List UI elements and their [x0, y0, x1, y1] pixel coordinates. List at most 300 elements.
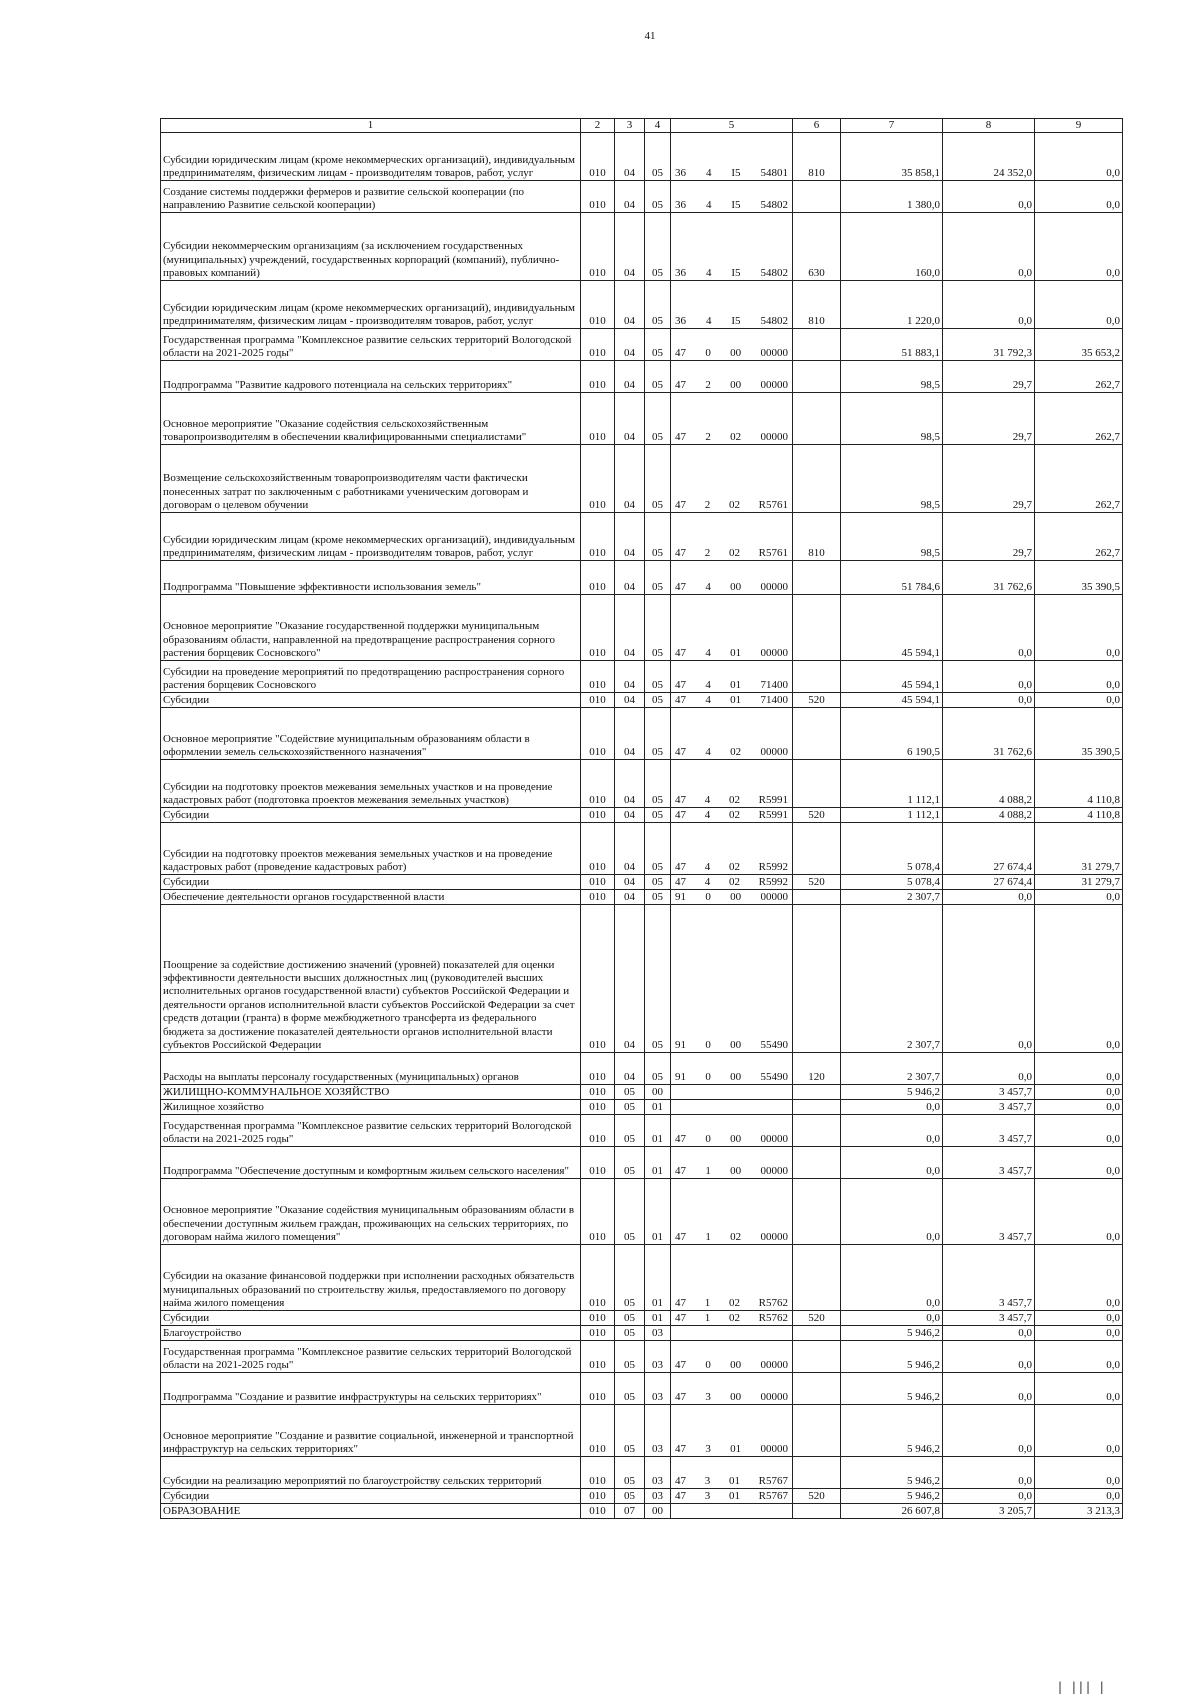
target-article-part: 36: [675, 167, 686, 179]
section-code-cell: 04: [615, 445, 645, 513]
expense-type-cell: [793, 890, 841, 905]
table-row: [161, 905, 1123, 1053]
ministry-code-cell: 010: [581, 595, 615, 661]
expense-type-cell: [793, 708, 841, 760]
section-code-cell: 04: [615, 661, 645, 693]
amount-col9-cell: 0,0: [1035, 1326, 1123, 1341]
target-article-cell: [671, 875, 793, 890]
row-name-cell: Основное мероприятие "Оказание государственной поддержки муниципальным образованиям области, направленной на предотвращение распространения сорного растения борщевик Сосновского": [161, 595, 581, 661]
target-article-cell: [671, 1405, 793, 1457]
amount-col7-cell: 0,0: [841, 1115, 943, 1147]
subsection-code-cell: 01: [645, 1311, 671, 1326]
section-code-cell: 05: [615, 1489, 645, 1504]
section-code-cell: 07: [615, 1504, 645, 1519]
target-article-part: 00000: [760, 1165, 788, 1177]
expense-type-cell: [793, 1115, 841, 1147]
ministry-code-cell: 010: [581, 1053, 615, 1085]
amount-col8-cell: 29,7: [943, 445, 1035, 513]
table-row: [161, 823, 1123, 875]
target-article-part: 1: [704, 1312, 711, 1324]
subsection-code-cell: 05: [645, 561, 671, 595]
target-article-part: 4: [705, 581, 711, 593]
target-article-part: 47: [675, 1475, 686, 1487]
target-article-part: 54801: [760, 167, 788, 179]
subsection-code-cell: 01: [645, 1100, 671, 1115]
scan-marks: | ||| |: [1058, 1680, 1107, 1694]
ministry-code-cell: 010: [581, 1179, 615, 1245]
target-article-part: 00000: [760, 1443, 788, 1455]
expense-type-cell: [793, 1341, 841, 1373]
target-article-part: 47: [675, 746, 686, 758]
row-name-cell: Субсидии на оказание финансовой поддержки при исполнении расходных обязательств муниципальных образований по строительству жилья, предоставляемого по договору найма жилого помещения: [161, 1245, 581, 1311]
expense-type-cell: [793, 181, 841, 213]
ministry-code-cell: 010: [581, 875, 615, 890]
subsection-code-cell: 01: [645, 1179, 671, 1245]
section-code-cell: 04: [615, 823, 645, 875]
expense-type-cell: [793, 595, 841, 661]
target-article-part: 1: [705, 1165, 711, 1177]
amount-col9-cell: 0,0: [1035, 281, 1123, 329]
target-article-part: 02: [728, 1297, 740, 1309]
subsection-code-cell: 03: [645, 1489, 671, 1504]
amount-col7-cell: 35 858,1: [841, 133, 943, 181]
expense-type-cell: [793, 1179, 841, 1245]
row-name-cell: Основное мероприятие "Содействие муниципальным образованиям области в оформлении земель сельскохозяйственного назначения": [161, 708, 581, 760]
section-code-cell: 04: [615, 693, 645, 708]
target-article-part: 4: [704, 861, 711, 873]
subsection-code-cell: 03: [645, 1405, 671, 1457]
target-article-cell: [671, 823, 793, 875]
target-article-part: 47: [675, 1133, 686, 1145]
section-code-cell: 05: [615, 1245, 645, 1311]
target-article-part: 00000: [760, 581, 788, 593]
amount-col7-cell: 0,0: [841, 1100, 943, 1115]
amount-col8-cell: 31 762,6: [943, 708, 1035, 760]
amount-col8-cell: 31 762,6: [943, 561, 1035, 595]
page-number: 41: [644, 30, 656, 42]
row-name-cell: Подпрограмма "Обеспечение доступным и комфортным жильем сельского населения": [161, 1147, 581, 1179]
amount-col7-cell: 5 946,2: [841, 1489, 943, 1504]
ministry-code-cell: 010: [581, 1373, 615, 1405]
expense-type-cell: 520: [793, 693, 841, 708]
amount-col7-cell: 5 946,2: [841, 1405, 943, 1457]
amount-col7-cell: 5 946,2: [841, 1085, 943, 1100]
table-row: [161, 1085, 1123, 1100]
target-article-cell: [671, 445, 793, 513]
ministry-code-cell: 010: [581, 281, 615, 329]
section-code-cell: 04: [615, 595, 645, 661]
amount-col9-cell: 0,0: [1035, 133, 1123, 181]
target-article-part: 3: [704, 1490, 711, 1502]
expense-type-cell: [793, 1245, 841, 1311]
target-article-part: 00: [730, 1133, 742, 1145]
table-row: [161, 1100, 1123, 1115]
amount-col8-cell: 0,0: [943, 213, 1035, 281]
subsection-code-cell: 05: [645, 329, 671, 361]
target-article-part: 47: [675, 647, 686, 659]
row-name-cell: Подпрограмма "Повышение эффективности использования земель": [161, 561, 581, 595]
section-code-cell: 05: [615, 1326, 645, 1341]
table-row: [161, 708, 1123, 760]
subsection-code-cell: 05: [645, 595, 671, 661]
amount-col9-cell: 0,0: [1035, 1100, 1123, 1115]
section-code-cell: 04: [615, 361, 645, 393]
ministry-code-cell: 010: [581, 1489, 615, 1504]
target-article-part: 3: [705, 1443, 711, 1455]
amount-col9-cell: 4 110,8: [1035, 808, 1123, 823]
target-article-part: 47: [675, 861, 686, 873]
table-row: [161, 693, 1123, 708]
subsection-code-cell: 05: [645, 133, 671, 181]
table-row: [161, 329, 1123, 361]
target-article-cell: [671, 760, 793, 808]
target-article-cell: [671, 1504, 793, 1519]
amount-col9-cell: 31 279,7: [1035, 823, 1123, 875]
amount-col9-cell: 3 213,3: [1035, 1504, 1123, 1519]
table-row: [161, 1053, 1123, 1085]
target-article-cell: [671, 1100, 793, 1115]
expense-type-cell: 520: [793, 875, 841, 890]
target-article-part: 4: [705, 315, 712, 327]
target-article-part: 00000: [760, 891, 788, 903]
table-row: [161, 361, 1123, 393]
table-row: [161, 875, 1123, 890]
target-article-part: R5992: [758, 861, 788, 873]
amount-col8-cell: 0,0: [943, 1373, 1035, 1405]
target-article-part: R5991: [758, 794, 788, 806]
amount-col8-cell: 29,7: [943, 513, 1035, 561]
amount-col8-cell: 29,7: [943, 393, 1035, 445]
target-article-part: R5767: [758, 1475, 788, 1487]
ministry-code-cell: 010: [581, 760, 615, 808]
target-article-cell: [671, 808, 793, 823]
ministry-code-cell: 010: [581, 393, 615, 445]
target-article-part: 0: [705, 347, 711, 359]
ministry-code-cell: 010: [581, 329, 615, 361]
amount-col7-cell: 5 946,2: [841, 1341, 943, 1373]
target-article-part: 00000: [760, 431, 788, 443]
section-code-cell: 05: [615, 1341, 645, 1373]
subsection-code-cell: 00: [645, 1504, 671, 1519]
expense-type-cell: [793, 1326, 841, 1341]
expense-type-cell: 810: [793, 281, 841, 329]
amount-col7-cell: 0,0: [841, 1147, 943, 1179]
target-article-part: 02: [728, 1312, 740, 1324]
table-row: [161, 1147, 1123, 1179]
section-code-cell: 05: [615, 1100, 645, 1115]
target-article-part: R5767: [758, 1490, 788, 1502]
amount-col7-cell: 51 784,6: [841, 561, 943, 595]
target-article-cell: [671, 1053, 793, 1085]
target-article-part: 0: [705, 1133, 711, 1145]
amount-col9-cell: 262,7: [1035, 393, 1123, 445]
amount-col8-cell: 0,0: [943, 1405, 1035, 1457]
amount-col8-cell: 27 674,4: [943, 823, 1035, 875]
ministry-code-cell: 010: [581, 513, 615, 561]
row-name-cell: Основное мероприятие "Создание и развитие социальной, инженерной и транспортной инфраструктур на сельских территориях": [161, 1405, 581, 1457]
amount-col8-cell: 24 352,0: [943, 133, 1035, 181]
header-cell: 4: [645, 119, 671, 133]
section-code-cell: 05: [615, 1311, 645, 1326]
subsection-code-cell: 05: [645, 905, 671, 1053]
target-article-part: R5762: [758, 1297, 788, 1309]
target-article-part: 00000: [760, 1391, 788, 1403]
row-name-cell: Государственная программа "Комплексное развитие сельских территорий Вологодской области на 2021-2025 годы": [161, 1115, 581, 1147]
ministry-code-cell: 010: [581, 661, 615, 693]
row-name-cell: Субсидии: [161, 875, 581, 890]
subsection-code-cell: 00: [645, 1085, 671, 1100]
target-article-part: 47: [675, 379, 686, 391]
expense-type-cell: [793, 1504, 841, 1519]
row-name-cell: Субсидии некоммерческим организациям (за исключением государственных (муниципальных) учреждений, государственных корпораций (компаний), публично-правовых компаний): [161, 213, 581, 281]
target-article-part: 91: [675, 1071, 686, 1083]
amount-col7-cell: 98,5: [841, 445, 943, 513]
ministry-code-cell: 010: [581, 693, 615, 708]
target-article-part: 47: [675, 679, 686, 691]
expense-type-cell: [793, 760, 841, 808]
amount-col9-cell: 0,0: [1035, 890, 1123, 905]
target-article-part: 00: [730, 1039, 742, 1051]
ministry-code-cell: 010: [581, 708, 615, 760]
expense-type-cell: 520: [793, 1489, 841, 1504]
ministry-code-cell: 010: [581, 1504, 615, 1519]
target-article-cell: [671, 133, 793, 181]
expense-type-cell: [793, 905, 841, 1053]
amount-col7-cell: 51 883,1: [841, 329, 943, 361]
subsection-code-cell: 03: [645, 1326, 671, 1341]
row-name-cell: Субсидии юридическим лицам (кроме некоммерческих организаций), индивидуальным предпринимателям, физическим лицам - производителям товаров, работ, услуг: [161, 281, 581, 329]
target-article-part: 02: [728, 876, 740, 888]
target-article-part: I5: [731, 267, 741, 279]
table-row: [161, 760, 1123, 808]
target-article-part: I5: [731, 315, 741, 327]
amount-col9-cell: 35 390,5: [1035, 561, 1123, 595]
expense-type-cell: [793, 1100, 841, 1115]
amount-col8-cell: 0,0: [943, 661, 1035, 693]
table-row: [161, 1341, 1123, 1373]
subsection-code-cell: 01: [645, 1245, 671, 1311]
row-name-cell: ОБРАЗОВАНИЕ: [161, 1504, 581, 1519]
section-code-cell: 04: [615, 329, 645, 361]
amount-col8-cell: 3 457,7: [943, 1115, 1035, 1147]
row-name-cell: Субсидии: [161, 1311, 581, 1326]
target-article-part: 00: [730, 581, 742, 593]
header-cell: 6: [793, 119, 841, 133]
expense-type-cell: [793, 823, 841, 875]
row-name-cell: Субсидии на проведение мероприятий по предотвращению распространения сорного растения борщевик Сосновского: [161, 661, 581, 693]
section-code-cell: 05: [615, 1457, 645, 1489]
expense-type-cell: [793, 445, 841, 513]
subsection-code-cell: 03: [645, 1373, 671, 1405]
row-name-cell: Основное мероприятие "Оказание содействия сельскохозяйственным товаропроизводителям в обеспечении квалифицированными специалистами": [161, 393, 581, 445]
row-name-cell: Государственная программа "Комплексное развитие сельских территорий Вологодской области на 2021-2025 годы": [161, 1341, 581, 1373]
expense-type-cell: 520: [793, 808, 841, 823]
budget-table: [160, 118, 1123, 1519]
target-article-part: 4: [704, 794, 711, 806]
amount-col9-cell: 0,0: [1035, 181, 1123, 213]
ministry-code-cell: 010: [581, 1147, 615, 1179]
row-name-cell: Расходы на выплаты персоналу государственных (муниципальных) органов: [161, 1053, 581, 1085]
section-code-cell: 04: [615, 708, 645, 760]
ministry-code-cell: 010: [581, 133, 615, 181]
amount-col9-cell: 0,0: [1035, 905, 1123, 1053]
target-article-cell: [671, 708, 793, 760]
amount-col8-cell: 0,0: [943, 890, 1035, 905]
amount-col9-cell: 0,0: [1035, 693, 1123, 708]
amount-col9-cell: 262,7: [1035, 513, 1123, 561]
target-article-cell: [671, 890, 793, 905]
target-article-part: 4: [705, 647, 711, 659]
subsection-code-cell: 05: [645, 708, 671, 760]
target-article-part: 02: [730, 746, 742, 758]
table-row: [161, 213, 1123, 281]
section-code-cell: 04: [615, 561, 645, 595]
section-code-cell: 04: [615, 760, 645, 808]
amount-col7-cell: 45 594,1: [841, 595, 943, 661]
target-article-part: 02: [728, 794, 740, 806]
subsection-code-cell: 05: [645, 361, 671, 393]
header-cell: 2: [581, 119, 615, 133]
amount-col9-cell: 0,0: [1035, 661, 1123, 693]
section-code-cell: 05: [615, 1147, 645, 1179]
ministry-code-cell: 010: [581, 1100, 615, 1115]
target-article-part: 00000: [760, 1133, 788, 1145]
subsection-code-cell: 03: [645, 1457, 671, 1489]
subsection-code-cell: 05: [645, 513, 671, 561]
target-article-part: 00000: [760, 379, 788, 391]
header-cell: 3: [615, 119, 645, 133]
amount-col9-cell: 0,0: [1035, 213, 1123, 281]
amount-col7-cell: 98,5: [841, 393, 943, 445]
target-article-part: 00: [730, 1359, 742, 1371]
expense-type-cell: 630: [793, 213, 841, 281]
subsection-code-cell: 05: [645, 890, 671, 905]
target-article-part: 01: [730, 679, 742, 691]
subsection-code-cell: 01: [645, 1147, 671, 1179]
row-name-cell: Субсидии: [161, 1489, 581, 1504]
row-name-cell: Субсидии юридическим лицам (кроме некоммерческих организаций), индивидуальным предпринимателям, физическим лицам - производителям товаров, работ, услуг: [161, 133, 581, 181]
target-article-part: 00000: [760, 347, 788, 359]
target-article-part: 4: [705, 199, 712, 211]
target-article-part: 54802: [760, 315, 788, 327]
amount-col8-cell: 29,7: [943, 361, 1035, 393]
amount-col8-cell: 31 792,3: [943, 329, 1035, 361]
amount-col9-cell: 0,0: [1035, 1245, 1123, 1311]
section-code-cell: 05: [615, 1405, 645, 1457]
table-row: [161, 1405, 1123, 1457]
amount-col7-cell: 2 307,7: [841, 890, 943, 905]
amount-col7-cell: 2 307,7: [841, 1053, 943, 1085]
target-article-cell: [671, 1115, 793, 1147]
amount-col8-cell: 27 674,4: [943, 875, 1035, 890]
table-row: [161, 281, 1123, 329]
amount-col9-cell: 35 653,2: [1035, 329, 1123, 361]
table-row: [161, 1489, 1123, 1504]
expense-type-cell: [793, 1147, 841, 1179]
target-article-cell: [671, 181, 793, 213]
target-article-cell: [671, 281, 793, 329]
target-article-part: 3: [705, 1391, 711, 1403]
amount-col8-cell: 0,0: [943, 1489, 1035, 1504]
table-row: [161, 595, 1123, 661]
amount-col8-cell: 0,0: [943, 1457, 1035, 1489]
amount-col8-cell: 0,0: [943, 1341, 1035, 1373]
row-name-cell: Субсидии на подготовку проектов межевания земельных участков и на проведение кадастровых работ (подготовка проектов межевания земельных участков): [161, 760, 581, 808]
subsection-code-cell: 05: [645, 875, 671, 890]
target-article-cell: [671, 693, 793, 708]
target-article-part: 55490: [760, 1071, 788, 1083]
target-article-part: 47: [675, 547, 686, 559]
expense-type-cell: [793, 1373, 841, 1405]
row-name-cell: Подпрограмма "Создание и развитие инфраструктуры на сельских территориях": [161, 1373, 581, 1405]
target-article-part: 71400: [760, 694, 788, 706]
target-article-cell: [671, 1085, 793, 1100]
row-name-cell: Возмещение сельскохозяйственным товаропроизводителям части фактически понесенных затрат по заключенным с работниками ученическим договорам и договорам о целевом обучении: [161, 445, 581, 513]
section-code-cell: 04: [615, 393, 645, 445]
table-row: [161, 133, 1123, 181]
ministry-code-cell: 010: [581, 561, 615, 595]
amount-col7-cell: 1 112,1: [841, 808, 943, 823]
target-article-part: 02: [728, 861, 740, 873]
table-row: [161, 1373, 1123, 1405]
expense-type-cell: 520: [793, 1311, 841, 1326]
amount-col8-cell: 3 457,7: [943, 1085, 1035, 1100]
target-article-part: 47: [675, 1391, 686, 1403]
target-article-part: 0: [705, 1071, 711, 1083]
ministry-code-cell: 010: [581, 890, 615, 905]
target-article-cell: [671, 561, 793, 595]
target-article-part: 02: [730, 1231, 742, 1243]
amount-col8-cell: 0,0: [943, 595, 1035, 661]
target-article-cell: [671, 1373, 793, 1405]
target-article-part: 4: [704, 809, 711, 821]
target-article-part: 36: [675, 267, 686, 279]
amount-col9-cell: 35 390,5: [1035, 708, 1123, 760]
amount-col7-cell: 5 078,4: [841, 875, 943, 890]
target-article-cell: [671, 361, 793, 393]
section-code-cell: 05: [615, 1373, 645, 1405]
target-article-part: 01: [730, 694, 742, 706]
target-article-part: 2: [704, 499, 711, 511]
table-row: [161, 393, 1123, 445]
amount-col8-cell: 3 457,7: [943, 1147, 1035, 1179]
target-article-part: I5: [731, 199, 741, 211]
amount-col8-cell: 4 088,2: [943, 760, 1035, 808]
table-row: [161, 1504, 1123, 1519]
ministry-code-cell: 010: [581, 808, 615, 823]
target-article-part: 91: [675, 1039, 686, 1051]
target-article-part: 47: [675, 809, 686, 821]
row-name-cell: Благоустройство: [161, 1326, 581, 1341]
row-name-cell: Субсидии: [161, 693, 581, 708]
row-name-cell: Государственная программа "Комплексное развитие сельских территорий Вологодской области на 2021-2025 годы": [161, 329, 581, 361]
section-code-cell: 05: [615, 1115, 645, 1147]
amount-col7-cell: 45 594,1: [841, 661, 943, 693]
target-article-cell: [671, 905, 793, 1053]
header-cell: 9: [1035, 119, 1123, 133]
section-code-cell: 04: [615, 1053, 645, 1085]
target-article-part: 4: [705, 167, 712, 179]
target-article-part: 2: [704, 547, 711, 559]
target-article-part: 01: [728, 1475, 740, 1487]
subsection-code-cell: 05: [645, 760, 671, 808]
table-row: [161, 181, 1123, 213]
target-article-part: 00: [730, 379, 742, 391]
amount-col7-cell: 1 112,1: [841, 760, 943, 808]
target-article-cell: [671, 329, 793, 361]
section-code-cell: 04: [615, 181, 645, 213]
target-article-part: 47: [675, 347, 686, 359]
